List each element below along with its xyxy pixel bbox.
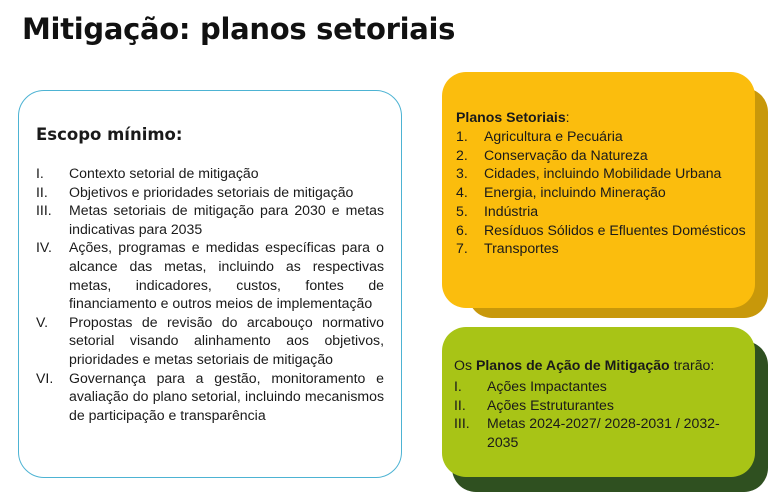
item-text: Agricultura e Pecuária bbox=[484, 128, 623, 144]
actions-heading-prefix: Os bbox=[454, 357, 476, 373]
list-item bbox=[36, 164, 384, 183]
item-text: Cidades, incluindo Mobilidade Urbana bbox=[484, 165, 722, 182]
actions-list bbox=[454, 377, 746, 452]
list-item bbox=[456, 221, 746, 240]
item-text: Governança para a gestão, monitoramento e avaliação do plano setorial, incluindo mecanismos de participação e transparência bbox=[69, 369, 384, 423]
item-number: 5. bbox=[456, 202, 468, 219]
item-text: Resíduos Sólidos e Efluentes Domésticos bbox=[484, 221, 746, 238]
actions-heading bbox=[454, 357, 714, 373]
list-item bbox=[454, 414, 746, 451]
item-number: 2. bbox=[456, 146, 468, 163]
item-text: Energia, incluindo Mineração bbox=[484, 184, 666, 201]
list-item bbox=[454, 396, 746, 415]
item-text: Transportes bbox=[484, 240, 559, 257]
item-text: Metas 2024-2027/ 2028-2031 / 2032-2035 bbox=[487, 415, 720, 451]
sectors-list bbox=[456, 127, 746, 258]
list-item bbox=[36, 313, 384, 369]
item-number: VI. bbox=[36, 369, 54, 386]
item-text: Ações Impactantes bbox=[487, 378, 607, 394]
item-text: Ações, programas e medidas específicas para o alcance das metas, incluindo as respectivas metas, indicadores, custos, fontes de financiamento e outros meios de implementação bbox=[69, 239, 384, 312]
item-number: I. bbox=[36, 165, 44, 181]
item-number: 6. bbox=[456, 221, 468, 238]
item-number: 1. bbox=[456, 128, 468, 144]
list-item bbox=[456, 127, 746, 146]
list-item bbox=[36, 369, 384, 425]
item-number: IV. bbox=[36, 239, 52, 256]
item-number: I. bbox=[454, 378, 462, 394]
item-number: II. bbox=[36, 183, 48, 200]
list-item bbox=[456, 239, 746, 258]
actions-heading-suffix: trarão: bbox=[669, 357, 715, 373]
scope-heading: Escopo mínimo: bbox=[36, 125, 183, 144]
item-number: 4. bbox=[456, 184, 468, 201]
item-text: Metas setoriais de mitigação para 2030 e metas indicativas para 2035 bbox=[69, 202, 384, 237]
item-number: II. bbox=[454, 396, 466, 413]
list-item bbox=[456, 146, 746, 165]
list-item bbox=[456, 202, 746, 221]
list-item bbox=[36, 201, 384, 238]
list-item bbox=[456, 183, 746, 202]
item-text: Contexto setorial de mitigação bbox=[69, 165, 259, 181]
actions-heading-bold: Planos de Ação de Mitigação bbox=[475, 357, 670, 373]
sectors-heading bbox=[456, 109, 570, 125]
list-item bbox=[36, 238, 384, 312]
item-text: Objetivos e prioridades setoriais de mitigação bbox=[69, 183, 354, 200]
item-text: Ações Estruturantes bbox=[487, 396, 614, 413]
list-item bbox=[456, 164, 746, 183]
item-text: Indústria bbox=[484, 202, 539, 219]
page-title: Mitigação: planos setoriais bbox=[22, 12, 456, 46]
sectors-heading-bold: Planos Setoriais bbox=[456, 109, 566, 125]
item-text: Propostas de revisão do arcabouço normativo setorial visando alinhamento aos objetivos, prioridades e metas setoriais de mitigação bbox=[69, 313, 384, 367]
item-text: Conservação da Natureza bbox=[484, 146, 648, 163]
list-item bbox=[36, 183, 384, 202]
item-number: 7. bbox=[456, 240, 468, 257]
scope-list bbox=[36, 164, 384, 424]
item-number: III. bbox=[454, 415, 470, 432]
item-number: 3. bbox=[456, 165, 468, 182]
item-number: V. bbox=[36, 313, 49, 330]
list-item bbox=[454, 377, 746, 396]
item-number: III. bbox=[36, 202, 52, 219]
sectors-heading-suffix: : bbox=[565, 109, 570, 125]
